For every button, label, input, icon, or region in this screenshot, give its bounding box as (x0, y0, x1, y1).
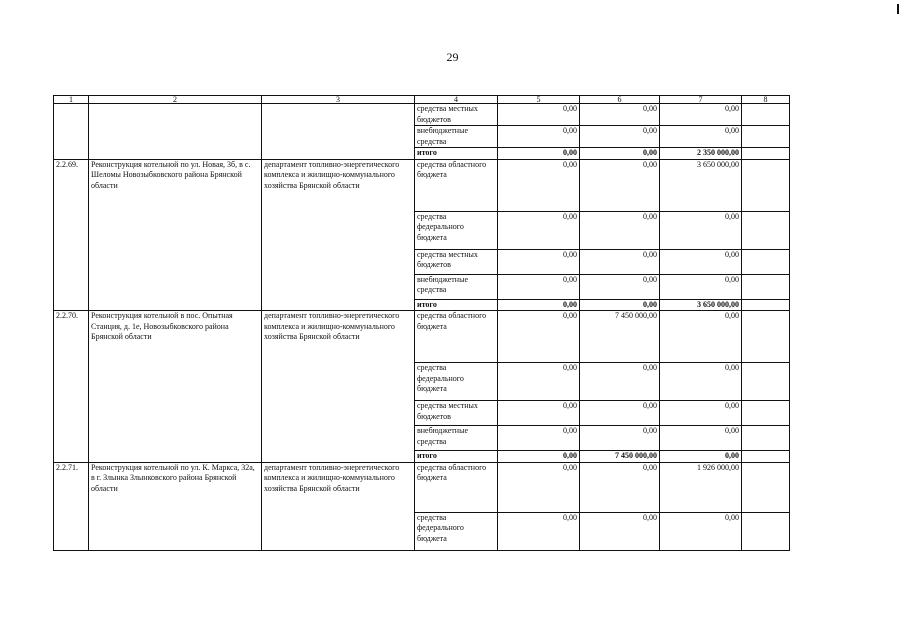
amount-cell-col6: 0,00 (580, 462, 660, 512)
funding-source-cell: средства федерального бюджета (415, 211, 498, 249)
continuation-code-cell (54, 104, 89, 160)
amount-cell-col6: 0,00 (580, 401, 660, 426)
table-body (54, 96, 790, 551)
project-name-cell: Реконструкция котельной по ул. Новая, 3б, в с. Шеломы Новозыбковского района Брянской области (89, 159, 262, 311)
empty-cell-col8 (742, 512, 790, 550)
amount-cell-col6: 0,00 (580, 426, 660, 451)
amount-cell-col6: 0,00 (580, 126, 660, 148)
amount-cell-col6: 0,00 (580, 249, 660, 274)
column-header: 5 (498, 96, 580, 104)
funding-row (54, 462, 790, 512)
amount-cell-col6: 0,00 (580, 211, 660, 249)
funding-source-cell: средства местных бюджетов (415, 249, 498, 274)
column-header: 3 (262, 96, 415, 104)
amount-cell-col5: 0,00 (498, 274, 580, 299)
amount-cell-col5: 0,00 (498, 159, 580, 211)
amount-cell-col6: 7 450 000,00 (580, 451, 660, 463)
column-header: 6 (580, 96, 660, 104)
empty-cell-col8 (742, 426, 790, 451)
amount-cell-col7: 0,00 (660, 274, 742, 299)
amount-cell-col7: 3 650 000,00 (660, 299, 742, 311)
empty-cell-col8 (742, 126, 790, 148)
empty-cell-col8 (742, 401, 790, 426)
column-header: 4 (415, 96, 498, 104)
amount-cell-col5: 0,00 (498, 426, 580, 451)
funding-source-cell: средства областного бюджета (415, 462, 498, 512)
amount-cell-col5: 0,00 (498, 311, 580, 363)
amount-cell-col7: 0,00 (660, 126, 742, 148)
funding-source-cell: средства федерального бюджета (415, 512, 498, 550)
empty-cell-col8 (742, 462, 790, 512)
amount-cell-col6: 0,00 (580, 363, 660, 401)
amount-cell-col7: 2 350 000,00 (660, 148, 742, 160)
empty-cell-col8 (742, 148, 790, 160)
funding-row (54, 104, 790, 126)
column-header: 7 (660, 96, 742, 104)
amount-cell-col6: 0,00 (580, 104, 660, 126)
amount-cell-col5: 0,00 (498, 299, 580, 311)
empty-cell-col8 (742, 159, 790, 211)
budget-table (53, 95, 790, 551)
funding-source-cell: итого (415, 148, 498, 160)
funding-source-cell: внебюджетные средства (415, 274, 498, 299)
empty-cell-col8 (742, 311, 790, 363)
amount-cell-col5: 0,00 (498, 401, 580, 426)
amount-cell-col5: 0,00 (498, 451, 580, 463)
continuation-executor-cell (262, 104, 415, 160)
amount-cell-col6: 0,00 (580, 159, 660, 211)
project-executor-cell: департамент топливно-энергетического комплекса и жилищно-коммунального хозяйства Брянской области (262, 462, 415, 550)
funding-source-cell: средства местных бюджетов (415, 401, 498, 426)
project-name-cell: Реконструкция котельной в пос. Опытная Станция, д. 1е, Новозыбковского района Брянской области (89, 311, 262, 463)
funding-source-cell: внебюджетные средства (415, 126, 498, 148)
amount-cell-col6: 0,00 (580, 274, 660, 299)
empty-cell-col8 (742, 299, 790, 311)
amount-cell-col6: 0,00 (580, 299, 660, 311)
funding-row (54, 159, 790, 211)
empty-cell-col8 (742, 104, 790, 126)
column-header: 1 (54, 96, 89, 104)
amount-cell-col7: 0,00 (660, 249, 742, 274)
project-code-cell: 2.2.71. (54, 462, 89, 550)
amount-cell-col5: 0,00 (498, 249, 580, 274)
funding-row (54, 311, 790, 363)
project-code-cell: 2.2.70. (54, 311, 89, 463)
empty-cell-col8 (742, 274, 790, 299)
amount-cell-col5: 0,00 (498, 363, 580, 401)
amount-cell-col5: 0,00 (498, 462, 580, 512)
project-name-cell: Реконструкция котельной по ул. К. Маркса, 32а, в г. Злынка Злынковского района Брянской области (89, 462, 262, 550)
amount-cell-col7: 3 650 000,00 (660, 159, 742, 211)
column-header: 8 (742, 96, 790, 104)
amount-cell-col5: 0,00 (498, 126, 580, 148)
amount-cell-col7: 0,00 (660, 363, 742, 401)
funding-source-cell: средства областного бюджета (415, 159, 498, 211)
project-executor-cell: департамент топливно-энергетического комплекса и жилищно-коммунального хозяйства Брянской области (262, 311, 415, 463)
empty-cell-col8 (742, 211, 790, 249)
funding-source-cell: внебюджетные средства (415, 426, 498, 451)
project-code-cell: 2.2.69. (54, 159, 89, 311)
empty-cell-col8 (742, 363, 790, 401)
funding-source-cell: средства областного бюджета (415, 311, 498, 363)
column-header: 2 (89, 96, 262, 104)
empty-cell-col8 (742, 249, 790, 274)
amount-cell-col5: 0,00 (498, 104, 580, 126)
amount-cell-col6: 7 450 000,00 (580, 311, 660, 363)
page-number: 29 (446, 50, 459, 64)
amount-cell-col7: 0,00 (660, 311, 742, 363)
amount-cell-col7: 0,00 (660, 426, 742, 451)
amount-cell-col7: 0,00 (660, 451, 742, 463)
amount-cell-col7: 0,00 (660, 512, 742, 550)
funding-source-cell: итого (415, 299, 498, 311)
amount-cell-col5: 0,00 (498, 512, 580, 550)
funding-source-cell: итого (415, 451, 498, 463)
header-row (54, 96, 790, 104)
amount-cell-col7: 0,00 (660, 401, 742, 426)
amount-cell-col6: 0,00 (580, 148, 660, 160)
amount-cell-col5: 0,00 (498, 148, 580, 160)
funding-source-cell: средства федерального бюджета (415, 363, 498, 401)
continuation-name-cell (89, 104, 262, 160)
amount-cell-col7: 0,00 (660, 211, 742, 249)
funding-source-cell: средства местных бюджетов (415, 104, 498, 126)
scan-edge-mark (897, 4, 899, 14)
amount-cell-col5: 0,00 (498, 211, 580, 249)
empty-cell-col8 (742, 451, 790, 463)
amount-cell-col7: 1 926 000,00 (660, 462, 742, 512)
amount-cell-col7: 0,00 (660, 104, 742, 126)
project-executor-cell: департамент топливно-энергетического комплекса и жилищно-коммунального хозяйства Брянской области (262, 159, 415, 311)
amount-cell-col6: 0,00 (580, 512, 660, 550)
